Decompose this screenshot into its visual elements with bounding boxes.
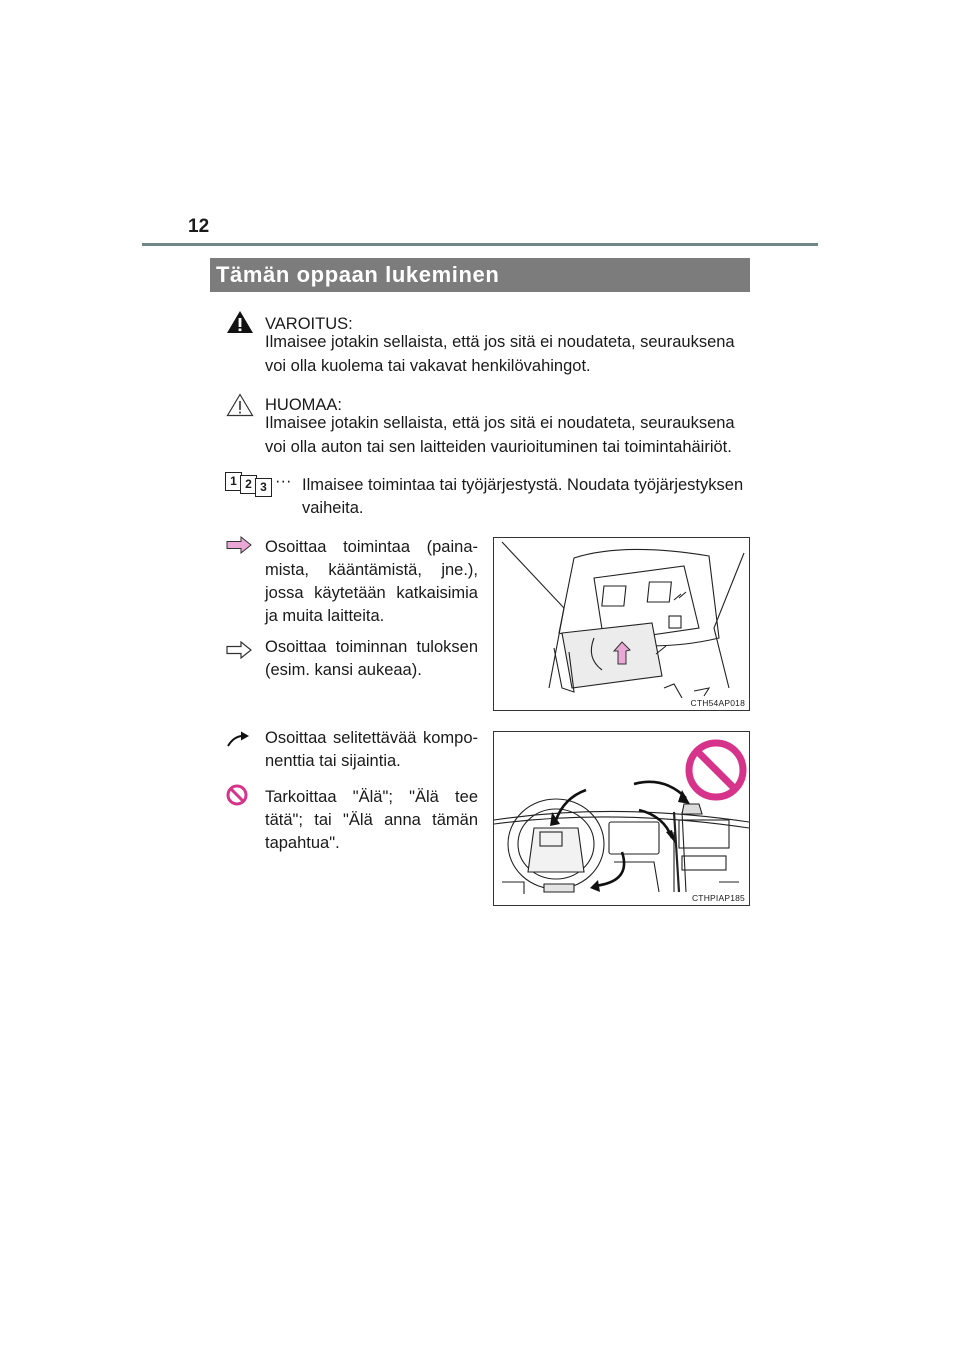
dashboard-illustration <box>494 732 749 894</box>
warning-triangle-outline-icon <box>226 393 254 417</box>
notice-label: HUOMAA: <box>265 396 343 414</box>
figure-code: CTHPIAP185 <box>691 893 745 903</box>
figure-code: CTH54AP018 <box>690 698 745 708</box>
dashboard-figure <box>493 731 750 906</box>
steps-description: Ilmaisee toimintaa tai työjärjestystä. Noudata työjärjestyksen vaiheita. <box>302 476 744 517</box>
outline-arrow-icon <box>226 641 252 659</box>
overhead-console-figure <box>493 537 750 711</box>
component-description: Osoittaa selitettävää kompo-nenttia tai sijaintia. <box>265 729 478 770</box>
warning-triangle-filled-icon <box>226 310 254 334</box>
step-box-3: 3 <box>255 478 272 497</box>
warning-label: VAROITUS: <box>265 315 353 333</box>
step-box-1: 1 <box>225 472 242 491</box>
notice-description: Ilmaisee jotakin sellaista, että jos sitä ei noudateta, seurauksena voi olla auton tai sen laitteiden vaurioituminen tai toimintahäiriöt. <box>265 414 735 456</box>
operation-description: Osoittaa toimintaa (paina-mista, kääntämistä, jne.), jossa käytetään katkaisimia ja muita laitteita. <box>265 538 478 625</box>
overhead-console-illustration <box>494 538 749 698</box>
prohibition-icon <box>226 784 248 806</box>
step-box-2: 2 <box>240 475 257 494</box>
curved-arrow-icon <box>226 730 250 748</box>
prohibition-description: Tarkoittaa "Älä"; "Älä tee tätä"; tai "Älä anna tämän tapahtua". <box>265 788 478 852</box>
warning-description: Ilmaisee jotakin sellaista, että jos sitä ei noudateta, seurauksena voi olla kuolema tai vakavat henkilövahingot. <box>265 333 735 375</box>
top-rule <box>142 243 818 246</box>
steps-dots: ··· <box>275 472 292 490</box>
page-number: 12 <box>188 216 210 237</box>
outcome-description: Osoittaa toiminnan tuloksen (esim. kansi aukeaa). <box>265 638 478 679</box>
section-heading: Tämän oppaan lukeminen <box>210 258 750 292</box>
pink-arrow-icon <box>226 536 252 554</box>
